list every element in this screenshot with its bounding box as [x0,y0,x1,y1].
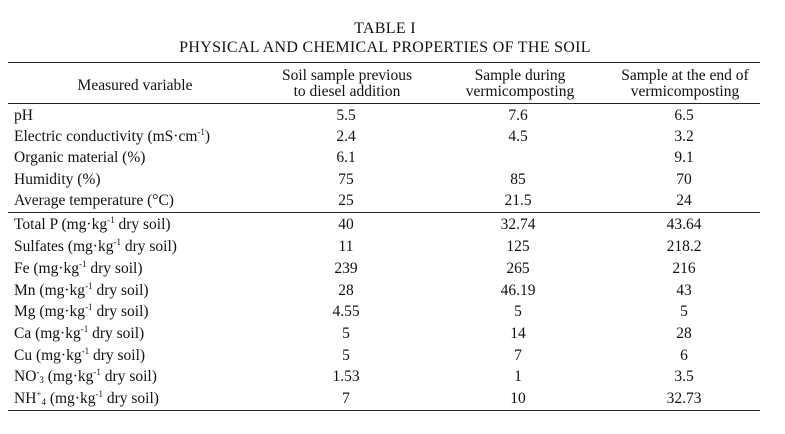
row-label: Mg ($mg\cdot kg^{-1}$ dry soil) [14,302,149,320]
table-number: TABLE I [354,20,416,37]
value-during: 32.74 [500,216,536,233]
row-label: Total P ($mg\cdot kg^{-1}$ dry soil) [14,215,171,233]
header-line: vermicomposting [465,83,575,100]
header-measured-variable: Measured variable [77,77,193,94]
header-line: Soil sample previous [281,67,413,84]
value-end: 5 [680,303,688,320]
value-previous: 2.4 [336,128,356,145]
table-row [0,280,785,301]
value-previous: 4.55 [332,303,360,320]
value-previous: 5.5 [336,107,356,124]
row-label: $NH^+_4$ ($mg\cdot kg^{-1}$ dry soil) [14,389,159,407]
row-label: Sulfates ($mg\cdot kg^{-1}$ dry soil) [14,237,177,255]
value-during: 21.5 [504,192,532,209]
value-end: 9.1 [674,149,694,166]
value-during: 46.19 [500,282,536,299]
section-rule [8,212,760,213]
value-previous: 6.1 [336,149,356,166]
value-end: 43.64 [666,216,702,233]
value-end: 216 [672,260,696,277]
bottom-rule [8,410,760,411]
value-previous: 11 [338,238,354,255]
value-end: 70 [676,171,692,188]
value-previous: 75 [338,171,354,188]
header-line: Sample during [474,67,566,84]
table-row [0,388,785,409]
table-row [0,236,785,257]
value-during: 125 [506,238,530,255]
value-end: 28 [676,325,692,342]
row-label: pH [14,107,33,124]
table-row [0,169,785,190]
row-label: Organic material (%) [14,149,146,166]
value-during: 4.5 [508,128,528,145]
value-end: 24 [676,192,692,209]
value-previous: 239 [334,260,358,277]
header-sample-end [600,68,770,100]
table-row [0,190,785,211]
value-previous: 28 [338,282,354,299]
value-during: 10 [510,390,526,407]
value-end: 218.2 [666,238,702,255]
table-row [0,366,785,387]
value-previous: 5 [342,325,350,342]
value-previous: 25 [338,192,354,209]
top-rule [8,62,760,63]
table-row [0,214,785,235]
row-label: Ca ($mg\cdot kg^{-1}$ dry soil) [14,324,145,342]
table-row [0,105,785,126]
value-previous: 1.53 [332,368,360,385]
header-rule [8,103,760,104]
table-row [0,345,785,366]
value-during: 85 [510,171,526,188]
header-soil-sample-previous [257,68,437,100]
header-line: to diesel addition [293,83,401,100]
row-label: Cu ($mg\cdot kg^{-1}$ dry soil) [14,346,146,364]
value-end: 3.2 [674,128,694,145]
value-during: 7 [514,347,522,364]
value-during: 7.6 [508,107,528,124]
row-label: Electric conductivity $(mS\cdot cm^{-1})$ [14,127,211,145]
row-label: Average temperature (°C) [14,192,174,209]
value-previous: 5 [342,347,350,364]
table-caption: PHYSICAL AND CHEMICAL PROPERTIES OF THE SOIL [179,39,591,56]
value-end: 3.5 [674,368,694,385]
header-line: vermicomposting [630,83,740,100]
row-label: Mn ($mg\cdot kg^{-1}$ dry soil) [14,281,149,299]
table-row [0,301,785,322]
value-end: 43 [676,282,692,299]
value-end: 32.73 [666,390,702,407]
value-previous: 7 [342,390,350,407]
table-row [0,147,785,168]
row-label: $NO^-_3$ ($mg\cdot kg^{-1}$ dry soil) [14,367,157,385]
value-end: 6.5 [674,107,694,124]
row-label: Fe ($mg\cdot kg^{-1}$ dry soil) [14,259,143,277]
value-during: 265 [506,260,530,277]
header-sample-during [440,68,600,100]
row-label: Humidity (%) [14,171,101,188]
table-row [0,126,785,147]
value-during: 1 [514,368,522,385]
value-previous: 40 [338,216,354,233]
value-during: 5 [514,303,522,320]
value-end: 6 [680,347,688,364]
table-row [0,323,785,344]
header-line: Sample at the end of [621,67,749,84]
value-during: 14 [510,325,526,342]
table-row [0,258,785,279]
